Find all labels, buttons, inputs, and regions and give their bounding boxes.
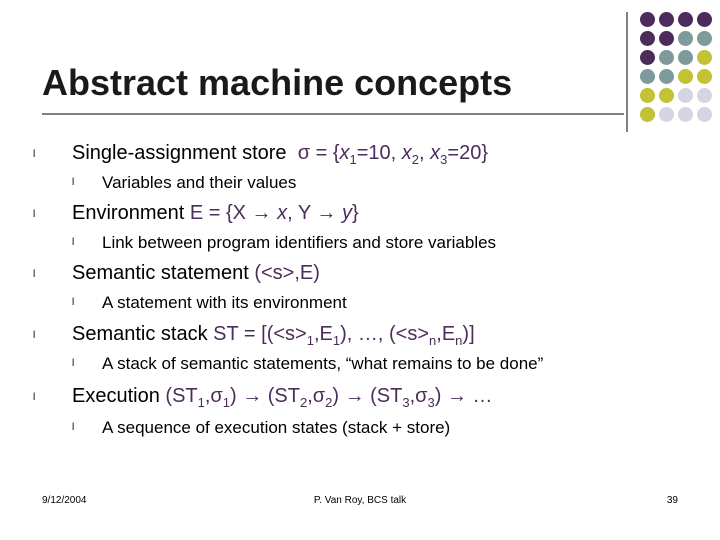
vertical-divider xyxy=(626,12,628,132)
decorative-dot xyxy=(678,50,693,65)
item-formula: ST = [$(<s>_1,E_1)$, …, $(<s>_n,E_n)$] xyxy=(213,323,475,348)
decorative-dot xyxy=(640,107,655,122)
item-subtext: Variables and their values xyxy=(102,173,297,192)
item-subtext: A statement with its environment xyxy=(102,293,347,312)
bullet-icon: l xyxy=(33,149,36,160)
item-environment xyxy=(72,202,359,225)
sub-bullet-icon: l xyxy=(72,422,75,433)
bullet-icon: l xyxy=(33,392,36,403)
decorative-dot xyxy=(697,31,712,46)
item-label: Environment xyxy=(72,202,185,224)
item-semantic-stack xyxy=(72,323,475,348)
decorative-dot xyxy=(659,50,674,65)
item-execution xyxy=(72,385,493,410)
decorative-dot xyxy=(697,69,712,84)
decorative-dot xyxy=(678,31,693,46)
sub-bullet-icon: l xyxy=(72,237,75,248)
decorative-dot xyxy=(697,88,712,103)
decorative-dot xyxy=(659,69,674,84)
decorative-dot xyxy=(697,50,712,65)
bullet-icon: l xyxy=(33,269,36,280)
item-semantic-statement xyxy=(72,262,320,285)
bullet-icon: l xyxy=(33,330,36,341)
item-label: Single-assignment store xyxy=(72,142,287,164)
decorative-dot xyxy=(697,12,712,27)
item-formula: $\sigma = \{x_1=10$, $x_2$, $x_3=20$} xyxy=(297,142,488,167)
decorative-dot xyxy=(678,69,693,84)
item-label: Execution xyxy=(72,385,160,407)
decorative-dot xyxy=(659,107,674,122)
item-formula: $(ST_1,\sigma_1) \to (ST_2,\sigma_2) \to (ST_3,\sigma_3)$ → … xyxy=(165,385,493,410)
decorative-dot xyxy=(640,50,655,65)
decorative-dot xyxy=(640,88,655,103)
decorative-dot xyxy=(697,107,712,122)
sub-bullet-icon: l xyxy=(72,177,75,188)
decorative-dot xyxy=(659,12,674,27)
item-label: Semantic statement xyxy=(72,262,249,284)
decorative-dot xyxy=(678,107,693,122)
sub-bullet-icon: l xyxy=(72,297,75,308)
item-label: Semantic stack xyxy=(72,323,208,345)
sub-bullet-icon: l xyxy=(72,358,75,369)
decorative-dot xyxy=(640,12,655,27)
item-single-assignment-store xyxy=(72,142,488,167)
slide-title: Abstract machine concepts xyxy=(42,62,513,103)
item-subtext: A stack of semantic statements, “what remains to be done” xyxy=(102,354,544,373)
decorative-dot xyxy=(659,31,674,46)
item-subtext: Link between program identifiers and store variables xyxy=(102,233,497,252)
item-subtext: A sequence of execution states (stack + store) xyxy=(102,418,451,437)
title-divider xyxy=(42,113,624,115)
decorative-dot xyxy=(640,69,655,84)
bullet-icon: l xyxy=(33,209,36,220)
decorative-dot xyxy=(659,88,674,103)
decorative-dot xyxy=(678,88,693,103)
decorative-dot xyxy=(678,12,693,27)
item-formula: E = {X → x, Y → y} xyxy=(189,202,359,224)
page-number: 39 xyxy=(666,495,678,506)
item-formula: (<s>,E) xyxy=(254,262,320,284)
decorative-dot xyxy=(640,31,655,46)
footer-author: P. Van Roy, BCS talk xyxy=(313,495,407,506)
footer-date: 9/12/2004 xyxy=(42,495,87,506)
